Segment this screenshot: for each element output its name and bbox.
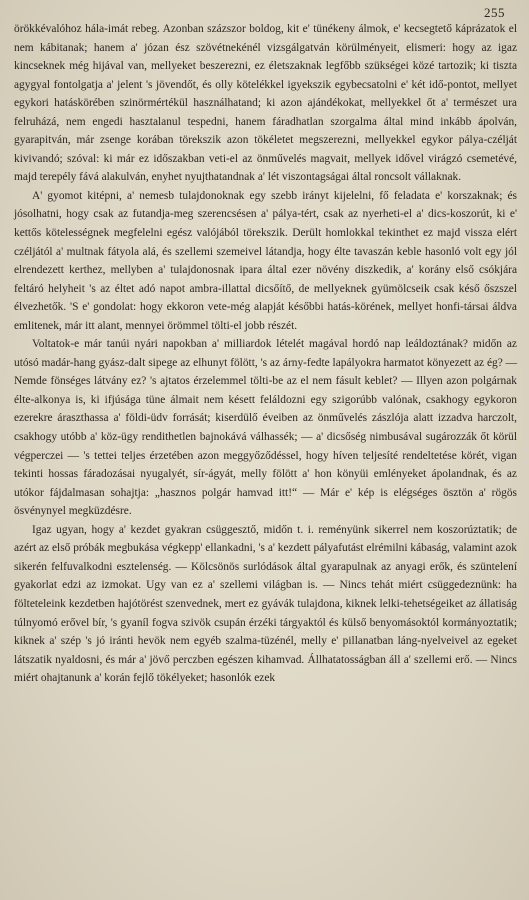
page-number: 255 — [484, 5, 505, 20]
page-header — [14, 2, 517, 20]
paragraph-3: Voltatok-e már tanúi nyári napokban a' milliardok lételét magával hordó nap leáldoztának? midőn az utósó madár-hang gyász-dalt sipege az elhunyt fölött, 's az árny-fedte lapályokra harmatot könyezett az ég? — Nemde fönséges látvány ez? 's ajtatos érzelemmel tölti-be az el nem fásult keblet? — Illyen azon polgárnak élte-alkonya is, ki ifjúsága tüne álmait nem késett feláldozni egy szigorúbb valónak, csakhogy egykoron ezerekre áraszthassa a' földi-üdv forrását; kiserdülő éveiben az önművelés zászlója alatt izzadva harczolt, csakhogy utóbb a' köz-ügy rendithetlen bajnokává válhassék; — a' dicsőség nimbusával sugározzák őt körül végperczei — 's tettei teljes érzetében azon meggyőződéssel, hogy híven teljesíté rendeltetése körét, vigan tekinti hossas fáradozásai nyugalyét, sír-ágyát, melly fölött a' hon könyüi emlényeket ápolandnak, és az utókor fájdalmasan sohajtja: „hasznos polgár hamvad itt!“ — Már e' kép is elégséges ösztön a' rögös ösvénynyel megküzdésre. — [14, 338, 517, 518]
body-text — [14, 20, 517, 688]
paragraph-2: A' gyomot kitépni, a' nemesb tulajdonoknak egy szebb irányt kijelelni, fő feladata e' korszaknak; és jósolhatni, hogy csak az futandja-meg szerencsésen a' pálya-tért, csak az nyerheti-el a' dics-koszorút, ki e' kettős kötelességnek megfelelni egész valójából törekszik. Derült homlokkal tekinthet ez majd vissza elért czéljától a' multnak fátyola alá, és szellemi szemeivel látandja, hogy élte tavaszán keble hasonló volt egy jól elrendezett kerthez, mellyben a' tulajdonosnak ipara által ezer növény diszkedik, a' korány első csókjára feltáró helyheit 's az éltet adó napot ambra-illattal dicsőítő, de mellyeknek gyümölcseik csak késő őszszel élvezhetők. 'S e' gondolat: hogy ekkoron vete-még alapját későbbi hatás-körének, mellyet honfi-társai áldva emlitenek, már itt alant, mennyei örömmel tölti-el jobb részét. — [14, 189, 517, 332]
paragraph-4: Igaz ugyan, hogy a' kezdet gyakran csüggesztő, midőn t. i. reményünk sikerrel nem koszorúztatik; de azért az első próbák megbukása végkepp' ellankadni, 's a' kezdett pályafutást elrémilni kábaság, valamint azok sikerén felfuvalkodni esztelenség. — Kölcsönös surlódások által gyarapulnak az anyagi erők, és szüntelení gyakorlat edzi az izmokat. Ugy van ez a' szellemi világban is. — Nincs tehát miért csüggedeznünk: ha fölteteleink kezdetben hajótörést szenvednek, mert ez gyávák tulajdona, kiknek lelki-tehetségeiket az állatiság túlnyomó erővel bír, 's gyaníl fogva szivök csupán érzéki tárgyaktól és külső benyomásoktól kormányoztatik; kiknek a' szép 's jó iránti hevök nem egyéb szalma-tüzénél, melly e' pillanatban láng-nyelveivel az egeket látszatik nyaldosni, és már a' jövő perczben egészen kihamvad. Állhatatosságban áll a' szellemi erő. — Nincs miért ohajtanunk a' korán fejlő tökélyeket; hasonlók ezek — [14, 523, 517, 685]
paragraph-1: örökkévalóhoz hála-imát rebeg. Azonban százszor boldog, kit e' tünékeny álmok, e' kecsegtető káprázatok el nem kábitanak; hanem a' józan ész szövétnekénél vizsgálgatván körülményeit, elismeri: hogy az igaz kincseknek még hijával van, mellyeket beszerezni, ez életszaknak legfőbb szükségei közé tartozik; ki tiszta agygyal fontolgatja a' jelent 's jövendőt, és olly kötelékkel igyekszik egybecsatolni e' két idő-pontot, mellyet egykori hatáskörében szinörmértékül használhatand; ki azon ajándékokat, mellyekkel őt a' természet ura felruházá, nem engedi hasztalanul tespedni, hanem fáradhatlan szorgalma által mind inkább ápolván, gyarapitván, már zsenge korában törekszik azon tökéletet megszerezni, mellyekkel egykor pálya-czélját kivivandó; szóval: ki már ez időszakban veti-el az önművelés magvait, mellyek idővel virágzó csemetévé, majd terepély fává alakulván, enyhet nyujthatandnak a' lét viszontagságai által roncsolt vállaknak. — [14, 23, 517, 184]
